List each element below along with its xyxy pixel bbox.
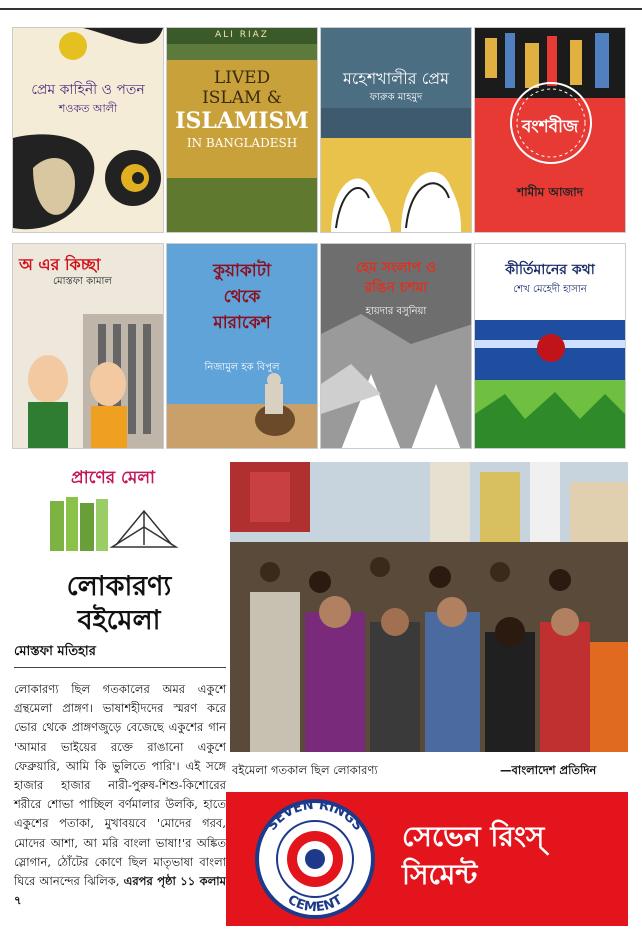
cover-title: কীর্তিমানের কথা bbox=[505, 262, 595, 278]
headline-line1: লোকারণ্য bbox=[66, 571, 172, 602]
cover-publisher: ALI RIAZ bbox=[215, 30, 269, 40]
cover-title-line2: ISLAM & bbox=[202, 88, 282, 108]
cover-author: মোস্তফা কামাল bbox=[53, 276, 112, 287]
book-cover-hem-songlap[interactable] bbox=[320, 243, 472, 449]
book-cover-prem-kahini[interactable] bbox=[12, 27, 164, 233]
cover-author: ফারুক মাহমুদ bbox=[369, 92, 423, 103]
cover-art bbox=[321, 28, 472, 233]
byline: মোস্তফা মতিহার bbox=[14, 642, 226, 668]
cover-title-line2: রঙিন চশমা bbox=[364, 280, 428, 296]
cover-author: শেখ মেহেদী হাসান bbox=[513, 284, 587, 295]
photo-credit: —বাংলাদেশ প্রতিদিন bbox=[500, 763, 597, 777]
article-body-text: লোকারণ্য ছিল গতকালের অমর একুশে গ্রন্থমেলা প্রাঙ্গণ। ভাষাশহীদদের স্মরণ করে ভোর থেকে প্রাঙ্গণজুড়ে বেজেছে একুশের গান 'আমার ভাইয়ের রক্তে রাঙানো একুশে ফেব্রুয়ারি, আমি কি ভুলিতে পারি'। এই সঙ্গে হাজার হাজার নারী-পুরুষ-শিশু-কিশোরের শরীরে শোভা পাচ্ছিল বর্ণমালার উলকি, হাতে একুশের পতাকা, মুখাবয়বে 'মোদের গরব, মোদের আশা, আ মরি বাংলা ভাষা!'র অঙ্কিত স্লোগান, ঠোঁটের কোণে ছিল মাতৃভাষা বাংলা ঘিরে আনন্দের ঝিলিক, bbox=[14, 682, 226, 889]
cover-author: হায়দার বসুনিয়া bbox=[365, 306, 427, 317]
book-cover-moheshkhalir-prem[interactable] bbox=[320, 27, 472, 233]
article-body bbox=[14, 680, 226, 910]
ad-brand-line1: সেভেন রিংস্ bbox=[402, 820, 545, 853]
book-cover-bongshobij[interactable] bbox=[474, 27, 626, 233]
pranér-mela-logo bbox=[46, 465, 180, 555]
continued-on-link[interactable]: এরপর পৃষ্ঠা ১১ কলাম ৭ bbox=[14, 874, 226, 908]
ad-brand-line2: সিমেন্ট bbox=[402, 858, 478, 891]
books-icon bbox=[46, 489, 180, 555]
cover-band-2 bbox=[167, 44, 318, 60]
seven-rings-cement-ad[interactable] bbox=[226, 792, 628, 926]
cover-title-line1: হেম সংলাপ ও bbox=[355, 260, 437, 276]
logo-text: প্রাণের মেলা bbox=[71, 468, 155, 488]
cover-art bbox=[13, 28, 164, 233]
crowd-illustration bbox=[230, 462, 628, 752]
cover-author: শওকত আলী bbox=[58, 102, 118, 115]
cover-title: বংশবীজ bbox=[521, 117, 579, 137]
top-rule bbox=[0, 8, 642, 10]
headline-line2: বইমেলা bbox=[77, 605, 161, 636]
cover-author: নিজামুল হক বিপুল bbox=[204, 362, 280, 373]
cover-title-line4: IN BANGLADESH bbox=[186, 136, 298, 150]
cover-title: অ এর কিচ্ছা bbox=[19, 255, 101, 274]
bookfair-crowd-photo bbox=[230, 462, 628, 752]
book-cover-lived-islam[interactable] bbox=[166, 27, 318, 233]
cover-title-line3: মারাকেশ bbox=[213, 313, 271, 333]
cover-author: শামীম আজাদ bbox=[516, 185, 584, 199]
seal-text-bottom: CEMENT bbox=[284, 892, 346, 916]
cover-bottom-band bbox=[167, 178, 318, 233]
cover-title: প্রেম কাহিনী ও পতন bbox=[31, 82, 145, 98]
seal-text-top: SEVEN RINGS bbox=[264, 797, 366, 834]
seven-rings-seal-icon bbox=[240, 792, 390, 926]
cover-title-line1: কুয়াকাটা bbox=[213, 261, 271, 281]
cover-title-line1: LIVED bbox=[213, 68, 271, 88]
cover-title: মহেশখালীর প্রেম bbox=[342, 69, 450, 88]
book-cover-o-er-kichchha[interactable] bbox=[12, 243, 164, 449]
book-cover-kuakata[interactable] bbox=[166, 243, 318, 449]
book-cover-kirtimaner-kotha[interactable] bbox=[474, 243, 626, 449]
photo-caption: বইমেলা গতকাল ছিল লোকারণ্য bbox=[232, 763, 378, 777]
cover-title-line3: ISLAMISM bbox=[175, 108, 309, 134]
cover-title-line2: থেকে bbox=[223, 287, 261, 307]
